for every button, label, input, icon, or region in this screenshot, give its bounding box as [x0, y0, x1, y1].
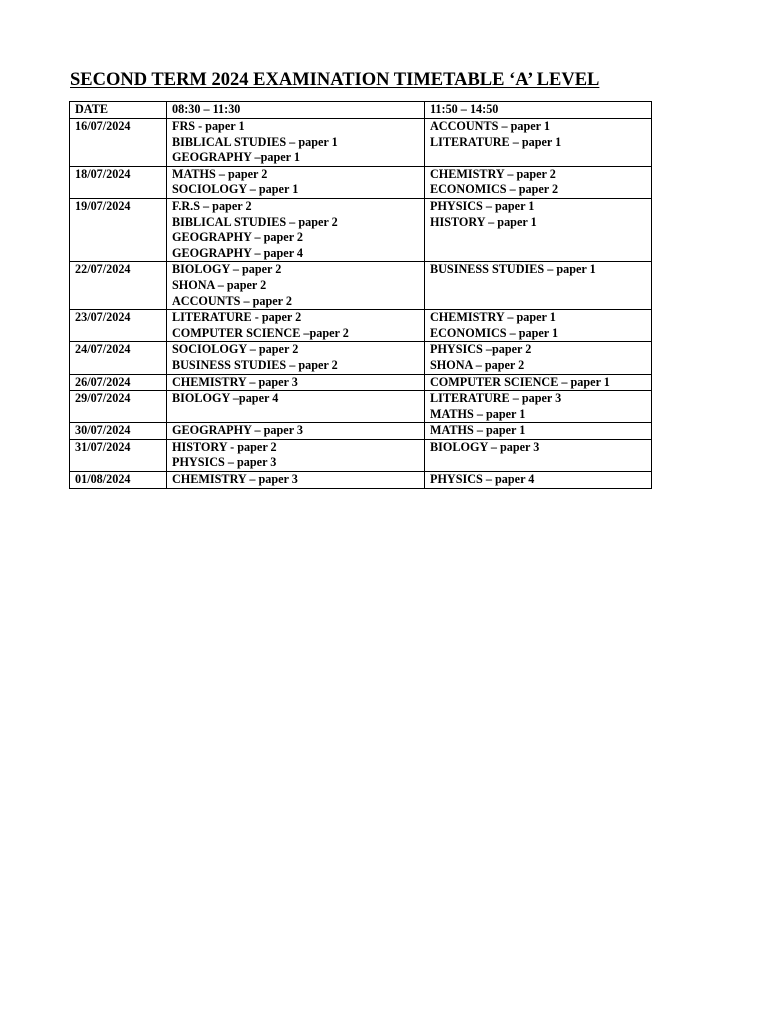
afternoon-session-cell	[425, 374, 652, 391]
table-row	[70, 262, 652, 310]
exam-paper-entry: BIBLICAL STUDIES – paper 1	[172, 134, 338, 149]
exam-paper-entry: MATHS – paper 2	[172, 166, 268, 181]
exam-date-cell: 26/07/2024	[70, 374, 167, 391]
morning-session-cell	[167, 439, 425, 471]
exam-paper-entry: MATHS – paper 1	[430, 423, 526, 438]
exam-paper-entry: SHONA – paper 2	[430, 357, 525, 372]
afternoon-session-cell	[425, 166, 652, 198]
table-row	[70, 472, 652, 489]
afternoon-session-cell	[425, 198, 652, 261]
page-title: SECOND TERM 2024 EXAMINATION TIMETABLE ‘A’ LEVEL	[70, 70, 600, 90]
morning-session-cell	[167, 342, 425, 374]
morning-session-cell	[167, 262, 425, 310]
exam-paper-entry: CHEMISTRY – paper 1	[430, 310, 556, 325]
table-row	[70, 391, 652, 423]
exam-date-cell: 22/07/2024	[70, 262, 167, 310]
exam-paper-entry: GEOGRAPHY – paper 2	[172, 230, 304, 245]
morning-session-cell	[167, 198, 425, 261]
exam-paper-entry: COMPUTER SCIENCE –paper 2	[172, 325, 349, 340]
exam-paper-entry: HISTORY - paper 2	[172, 439, 277, 454]
exam-paper-entry: SOCIOLOGY – paper 1	[172, 182, 299, 197]
exam-date-cell: 01/08/2024	[70, 472, 167, 489]
afternoon-session-cell	[425, 472, 652, 489]
exam-date-cell: 23/07/2024	[70, 310, 167, 342]
morning-session-cell	[167, 166, 425, 198]
table-row	[70, 310, 652, 342]
exam-paper-entry: PHYSICS – paper 3	[172, 455, 277, 470]
header-afternoon-session: 11:50 – 14:50	[425, 102, 652, 119]
afternoon-session-cell	[425, 310, 652, 342]
exam-paper-entry: BIOLOGY – paper 3	[430, 439, 540, 454]
table-row	[70, 374, 652, 391]
exam-paper-entry: CHEMISTRY – paper 2	[430, 166, 556, 181]
exam-paper-entry: LITERATURE - paper 2	[172, 310, 302, 325]
exam-paper-entry: ECONOMICS – paper 1	[430, 325, 559, 340]
header-date: DATE	[70, 102, 167, 119]
exam-paper-entry: BUSINESS STUDIES – paper 1	[430, 262, 596, 277]
exam-paper-entry: SHONA – paper 2	[172, 277, 267, 292]
exam-paper-entry: GEOGRAPHY – paper 3	[172, 423, 304, 438]
exam-paper-entry: ECONOMICS – paper 2	[430, 182, 559, 197]
table-row	[70, 198, 652, 261]
exam-paper-entry: FRS - paper 1	[172, 119, 245, 133]
exam-paper-entry: HISTORY – paper 1	[430, 214, 537, 229]
exam-paper-entry: GEOGRAPHY –paper 1	[172, 150, 300, 165]
morning-session-cell	[167, 423, 425, 440]
exam-date-cell: 24/07/2024	[70, 342, 167, 374]
morning-session-cell	[167, 472, 425, 489]
exam-paper-entry: BIBLICAL STUDIES – paper 2	[172, 214, 338, 229]
exam-paper-entry: PHYSICS – paper 4	[430, 472, 535, 487]
exam-date-cell: 30/07/2024	[70, 423, 167, 440]
exam-paper-entry: BUSINESS STUDIES – paper 2	[172, 357, 338, 372]
exam-paper-entry: PHYSICS –paper 2	[430, 342, 532, 357]
table-row	[70, 439, 652, 471]
afternoon-session-cell	[425, 391, 652, 423]
exam-timetable	[69, 101, 652, 489]
exam-date-cell: 19/07/2024	[70, 198, 167, 261]
afternoon-session-cell	[425, 119, 652, 167]
exam-date-cell: 31/07/2024	[70, 439, 167, 471]
morning-session-cell	[167, 391, 425, 423]
exam-paper-entry: CHEMISTRY – paper 3	[172, 374, 298, 389]
table-row	[70, 342, 652, 374]
afternoon-session-cell	[425, 423, 652, 440]
exam-paper-entry: SOCIOLOGY – paper 2	[172, 342, 299, 357]
table-row	[70, 166, 652, 198]
exam-paper-entry: BIOLOGY – paper 2	[172, 262, 282, 277]
exam-date-cell: 29/07/2024	[70, 391, 167, 423]
exam-date-cell: 16/07/2024	[70, 119, 167, 167]
table-header-row	[70, 102, 652, 119]
exam-paper-entry: LITERATURE – paper 1	[430, 134, 562, 149]
exam-paper-entry: ACCOUNTS – paper 1	[430, 119, 550, 133]
afternoon-session-cell	[425, 262, 652, 310]
afternoon-session-cell	[425, 439, 652, 471]
exam-paper-entry: MATHS – paper 1	[430, 406, 526, 421]
exam-paper-entry: CHEMISTRY – paper 3	[172, 472, 298, 487]
exam-paper-entry: LITERATURE – paper 3	[430, 391, 562, 406]
header-morning-session: 08:30 – 11:30	[167, 102, 425, 119]
exam-paper-entry: BIOLOGY –paper 4	[172, 391, 279, 406]
morning-session-cell	[167, 374, 425, 391]
exam-paper-entry: GEOGRAPHY – paper 4	[172, 245, 304, 260]
exam-paper-entry: COMPUTER SCIENCE – paper 1	[430, 374, 610, 389]
table-row	[70, 119, 652, 167]
exam-paper-entry: F.R.S – paper 2	[172, 198, 252, 213]
afternoon-session-cell	[425, 342, 652, 374]
exam-date-cell: 18/07/2024	[70, 166, 167, 198]
exam-paper-entry: PHYSICS – paper 1	[430, 198, 535, 213]
exam-paper-entry: ACCOUNTS – paper 2	[172, 293, 292, 308]
table-row	[70, 423, 652, 440]
morning-session-cell	[167, 310, 425, 342]
morning-session-cell	[167, 119, 425, 167]
